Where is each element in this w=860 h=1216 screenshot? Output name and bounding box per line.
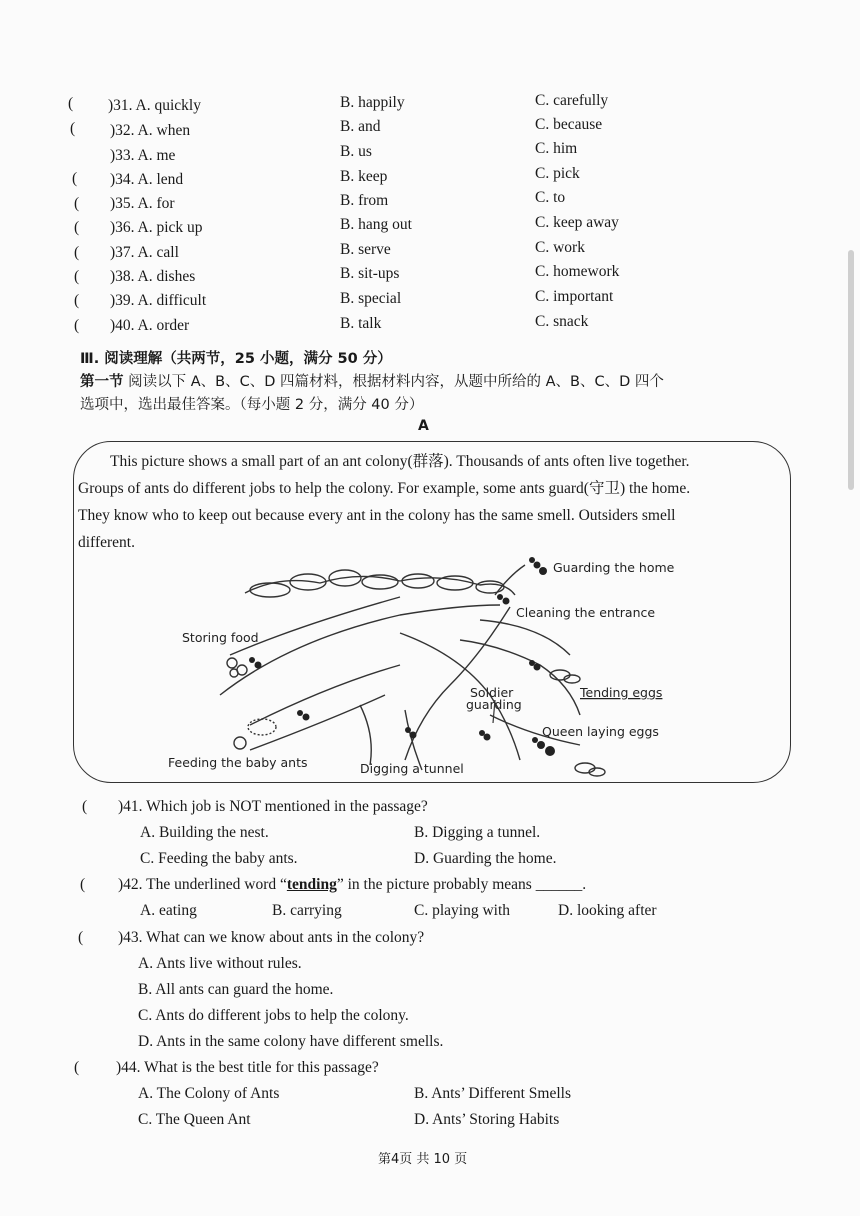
paren: (	[70, 120, 76, 137]
choice-c: C. homework	[535, 263, 620, 280]
q44-option-c: C. The Queen Ant	[138, 1111, 251, 1128]
q44-option-d: D. Ants’ Storing Habits	[414, 1111, 560, 1128]
choice-a: )38. A. dishes	[110, 268, 196, 285]
choice-a: )40. A. order	[110, 317, 190, 334]
passage-text	[78, 448, 778, 556]
choice-c: C. carefully	[535, 92, 609, 109]
choice-a: )37. A. call	[110, 244, 179, 261]
choice-a: )34. A. lend	[110, 171, 184, 188]
q43-stem: )43. What can we know about ants in the colony?	[118, 929, 425, 946]
q41-option-d: D. Guarding the home.	[414, 850, 557, 867]
q41-option-a: A. Building the nest.	[140, 824, 269, 841]
label-storing: Storing food	[182, 630, 259, 645]
label-feeding: Feeding the baby ants	[168, 755, 308, 770]
choice-b: B. from	[340, 192, 389, 209]
choice-a: )39. A. difficult	[110, 292, 207, 309]
q44-option-b: B. Ants’ Different Smells	[414, 1085, 571, 1102]
choice-b: B. serve	[340, 241, 391, 258]
q43-option-c: C. Ants do different jobs to help the colony.	[138, 1007, 409, 1024]
q42-stem-pre: )42. The underlined word “	[118, 876, 287, 893]
choice-a: )32. A. when	[110, 122, 191, 139]
choice-c: C. to	[535, 189, 566, 206]
paren: (	[74, 244, 80, 261]
choice-b: B. happily	[340, 94, 405, 111]
part1-instruction-line1	[80, 370, 664, 391]
q44-stem: )44. What is the best title for this passage?	[116, 1059, 379, 1076]
paren: (	[74, 292, 80, 309]
q43-option-b: B. All ants can guard the home.	[138, 981, 334, 998]
label-guarding: Guarding the home	[553, 560, 675, 575]
q42-stem	[118, 876, 586, 894]
label-queen: Queen laying eggs	[542, 724, 659, 739]
choice-b: B. keep	[340, 168, 388, 185]
choice-b: B. us	[340, 143, 372, 160]
choice-c: C. pick	[535, 165, 580, 182]
label-soldier: Soldier	[470, 685, 514, 700]
choice-a: )33. A. me	[110, 147, 176, 164]
q44-option-a: A. The Colony of Ants	[138, 1085, 280, 1102]
q42-option-a: A. eating	[140, 902, 197, 919]
passage-letter: A	[418, 418, 429, 434]
paren: (	[80, 876, 86, 893]
choice-a: )31. A. quickly	[108, 97, 201, 114]
part1-label: 第一节	[80, 374, 124, 390]
q42-option-d: D. looking after	[558, 902, 657, 919]
ant-colony-diagram	[160, 545, 720, 780]
q41-stem: )41. Which job is NOT mentioned in the passage?	[118, 798, 428, 815]
choice-c: C. snack	[535, 313, 589, 330]
passage-line: Groups of ants do different jobs to help the colony. For example, some ants guard(守卫) the home.	[78, 480, 691, 497]
part1-text: 阅读以下 A、B、C、D 四篇材料，根据材料内容，从题中所给的 A、B、C、D 四个	[128, 374, 664, 390]
choice-a: )36. A. pick up	[110, 219, 203, 236]
choice-b: B. sit-ups	[340, 265, 400, 282]
choice-c: C. keep away	[535, 214, 619, 231]
choice-c: C. important	[535, 288, 614, 305]
choice-b: B. special	[340, 290, 402, 307]
label-digging: Digging a tunnel	[360, 761, 464, 776]
section-title: Ⅲ. 阅读理解（共两节，25 小题，满分 50 分）	[80, 351, 392, 367]
q42-option-c: C. playing with	[414, 902, 511, 919]
scrollbar[interactable]	[848, 250, 854, 490]
choice-b: B. hang out	[340, 216, 412, 233]
q42-stem-post: ” in the picture probably means ______.	[336, 876, 587, 893]
paren: (	[74, 317, 80, 334]
label-tending: Tending eggs	[580, 685, 663, 700]
q41-option-b: B. Digging a tunnel.	[414, 824, 541, 841]
choice-c: C. him	[535, 140, 578, 157]
paren: (	[68, 95, 74, 112]
part1-instruction-line2: 选项中，选出最佳答案。（每小题 2 分，满分 40 分）	[80, 397, 424, 413]
paren: (	[74, 219, 80, 236]
paren: (	[74, 1059, 80, 1076]
paren: (	[74, 195, 80, 212]
page-footer: 第4页 共 10 页	[378, 1152, 468, 1167]
q41-option-c: C. Feeding the baby ants.	[140, 850, 298, 867]
choice-a: )35. A. for	[110, 195, 175, 212]
passage-line: different.	[78, 534, 135, 551]
paren: (	[82, 798, 88, 815]
paren: (	[74, 268, 80, 285]
passage-line: This picture shows a small part of an ant colony(群落). Thousands of ants often live together.	[110, 453, 690, 470]
choice-c: C. work	[535, 239, 585, 256]
paren: (	[78, 929, 84, 946]
passage-line: They know who to keep out because every ant in the colony has the same smell. Outsiders smell	[78, 507, 676, 524]
q43-option-d: D. Ants in the same colony have different smells.	[138, 1033, 444, 1050]
paren: (	[72, 170, 78, 187]
choice-c: C. because	[535, 116, 603, 133]
choice-b: B. talk	[340, 315, 382, 332]
label-cleaning: Cleaning the entrance	[516, 605, 656, 620]
q43-option-a: A. Ants live without rules.	[138, 955, 302, 972]
q42-word: tending	[286, 876, 337, 893]
label-guarding2: guarding	[466, 697, 522, 712]
q42-option-b: B. carrying	[272, 902, 342, 919]
choice-b: B. and	[340, 118, 381, 135]
